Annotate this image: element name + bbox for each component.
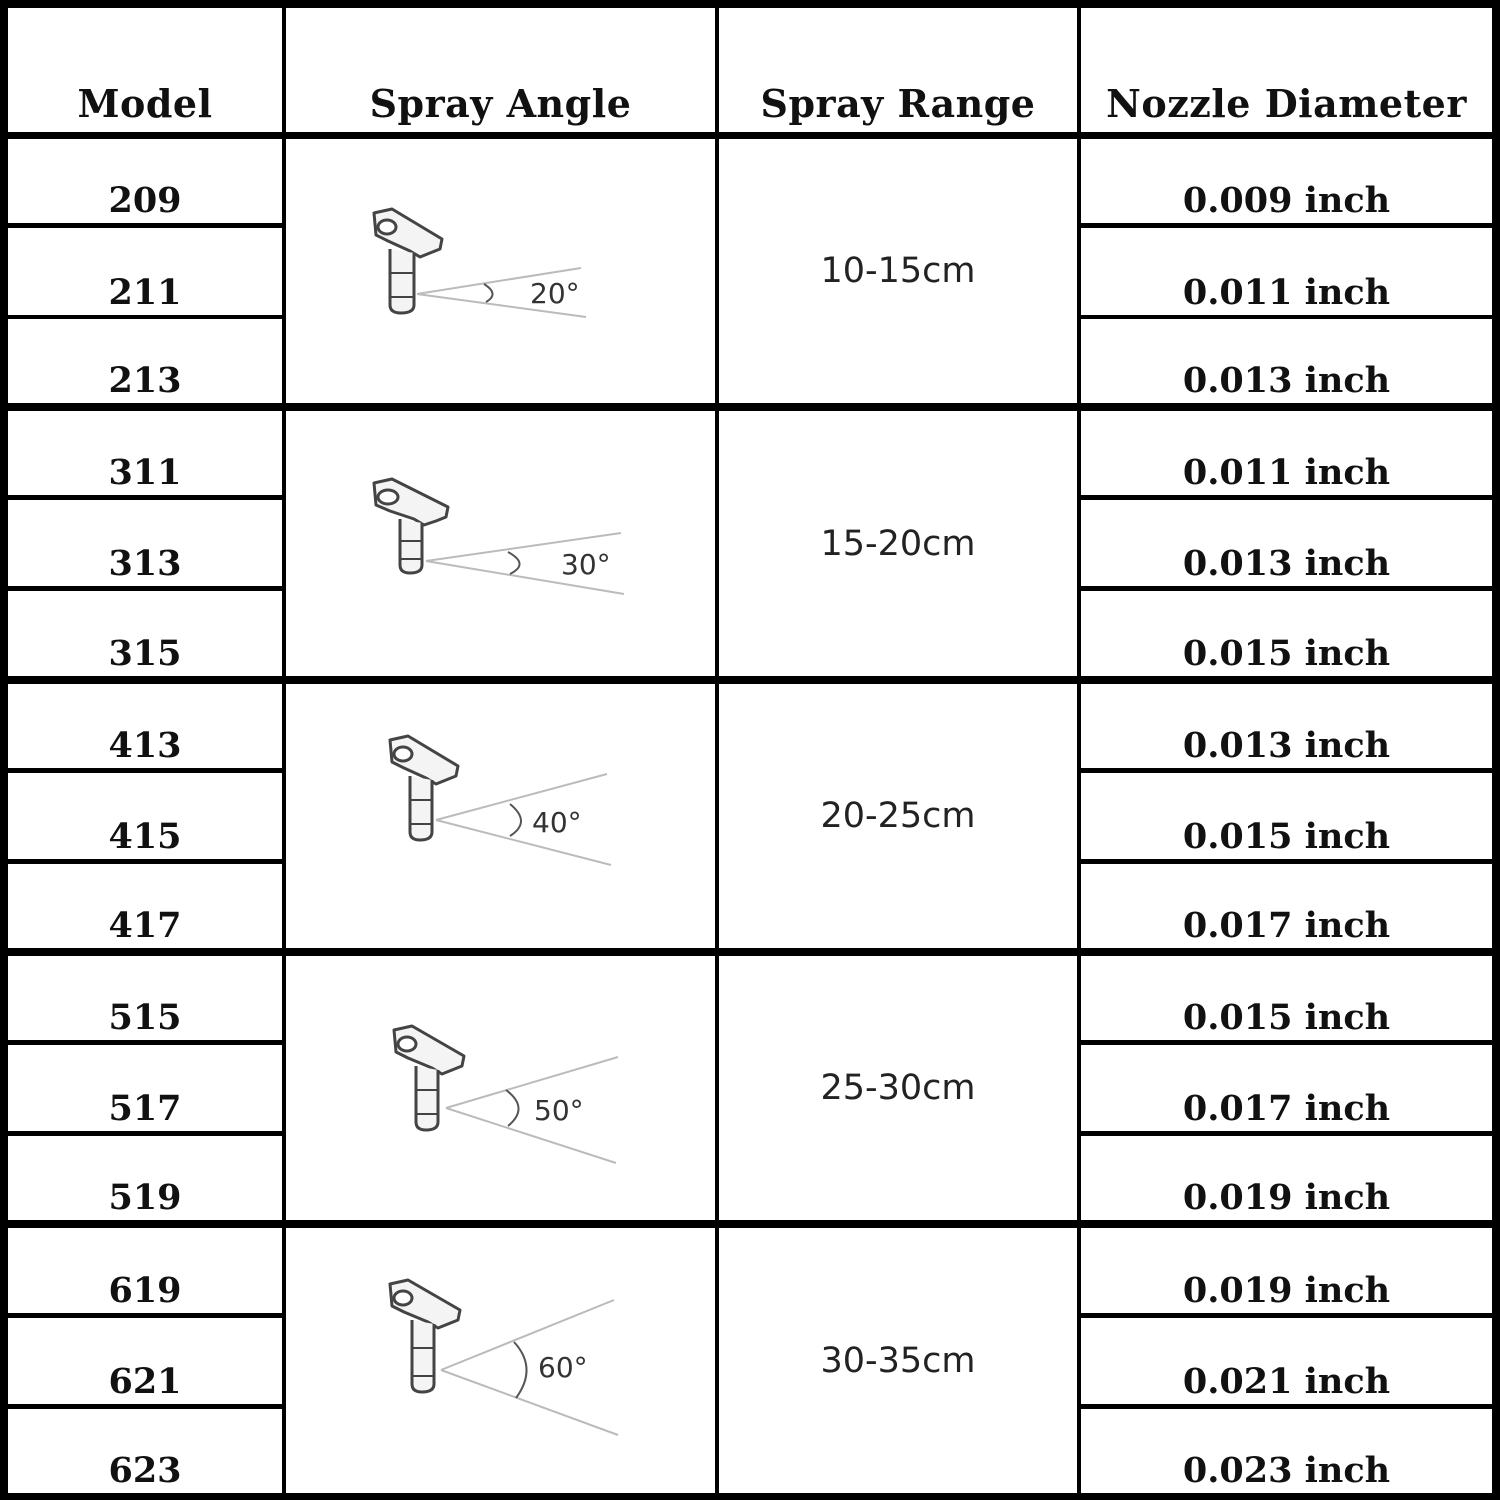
- header-model-text: Model: [77, 81, 213, 126]
- model-number: 311: [108, 452, 182, 493]
- diameter-value: 0.009 inch: [1182, 180, 1391, 221]
- diameter-cell: [1081, 228, 1492, 315]
- model-number: 209: [108, 180, 182, 221]
- model-cell: [8, 684, 282, 768]
- model-number: 211: [108, 272, 182, 313]
- spray-angle-label: 40°: [532, 806, 582, 839]
- diameter-value: 0.017 inch: [1182, 1088, 1391, 1129]
- model-number: 619: [108, 1270, 182, 1311]
- spray-angle-arc: [514, 1342, 527, 1398]
- spray-range-cell: [719, 1228, 1077, 1493]
- spray-tip-icon: [394, 1026, 464, 1130]
- diameter-value: 0.015 inch: [1182, 633, 1391, 674]
- model-cell: [8, 1045, 282, 1131]
- spray-angle-cell: [286, 1228, 715, 1493]
- model-cell: [8, 411, 282, 495]
- diameter-cell: [1081, 956, 1492, 1040]
- spray-ray-lower: [446, 1108, 616, 1163]
- model-number: 621: [108, 1361, 182, 1402]
- diameter-cell: [1081, 1228, 1492, 1313]
- header-spray-angle-text: Spray Angle: [369, 81, 632, 126]
- model-cell: [8, 319, 282, 403]
- spray-angle-cell: [286, 956, 715, 1220]
- spray-angle-cell: [286, 411, 715, 676]
- spray-angle-label: 60°: [538, 1351, 588, 1384]
- model-number: 417: [108, 905, 182, 946]
- spray-angle-label: 20°: [530, 277, 580, 310]
- diameter-cell: [1081, 139, 1492, 223]
- diameter-cell: [1081, 864, 1492, 948]
- spray-range-cell: [719, 411, 1077, 676]
- model-number: 519: [108, 1177, 182, 1218]
- spray-tip-icon: [390, 736, 458, 840]
- spray-ray-upper: [446, 1057, 618, 1108]
- header-nozzle-diameter-text: Nozzle Diameter: [1106, 81, 1467, 126]
- spray-angle-arc: [510, 804, 521, 836]
- model-number: 517: [108, 1088, 182, 1129]
- diameter-cell: [1081, 684, 1492, 768]
- model-cell: [8, 773, 282, 859]
- diameter-cell: [1081, 591, 1492, 676]
- spray-angle-arc: [484, 284, 493, 302]
- spray-angle-label: 30°: [561, 548, 611, 581]
- spray-range-value: 20-25cm: [820, 796, 976, 836]
- spray-range-cell: [719, 684, 1077, 948]
- header-spray-range: [719, 8, 1077, 132]
- diameter-cell: [1081, 411, 1492, 495]
- model-cell: [8, 139, 282, 223]
- model-cell: [8, 500, 282, 586]
- spray-range-cell: [719, 956, 1077, 1220]
- model-cell: [8, 1318, 282, 1404]
- diameter-cell: [1081, 1409, 1492, 1493]
- diameter-value: 0.023 inch: [1182, 1450, 1391, 1491]
- diameter-value: 0.019 inch: [1182, 1177, 1391, 1218]
- spray-range-value: 15-20cm: [820, 523, 976, 564]
- header-spray-range-text: Spray Range: [760, 81, 1036, 126]
- diameter-value: 0.015 inch: [1182, 997, 1391, 1038]
- model-cell: [8, 228, 282, 315]
- spray-tip-diagram: [286, 139, 715, 403]
- spray-tip-diagram: [286, 1228, 715, 1493]
- model-cell: [8, 1228, 282, 1313]
- spray-angle-cell: [286, 684, 715, 948]
- spray-range-cell: [719, 139, 1077, 403]
- diameter-value: 0.015 inch: [1182, 816, 1391, 857]
- model-cell: [8, 591, 282, 676]
- diameter-value: 0.013 inch: [1182, 725, 1391, 766]
- spray-angle-label: 50°: [534, 1094, 584, 1127]
- diameter-cell: [1081, 773, 1492, 859]
- diameter-cell: [1081, 319, 1492, 403]
- spray-tip-icon: [390, 1280, 460, 1392]
- diameter-value: 0.013 inch: [1182, 360, 1391, 401]
- spray-tip-icon: [374, 209, 442, 313]
- header-model: [8, 8, 282, 132]
- spray-range-value: 10-15cm: [820, 251, 976, 291]
- model-cell: [8, 956, 282, 1040]
- diameter-cell: [1081, 1136, 1492, 1220]
- model-cell: [8, 1409, 282, 1493]
- diameter-value: 0.011 inch: [1182, 452, 1391, 493]
- spray-angle-cell: [286, 139, 715, 403]
- model-number: 415: [108, 816, 182, 857]
- diameter-cell: [1081, 500, 1492, 586]
- spray-range-value: 25-30cm: [820, 1068, 976, 1108]
- spray-ray-lower: [436, 820, 611, 865]
- model-number: 623: [108, 1450, 182, 1491]
- header-nozzle-diameter: [1081, 8, 1492, 132]
- diameter-value: 0.011 inch: [1182, 272, 1391, 313]
- spray-range-value: 30-35cm: [820, 1340, 976, 1381]
- diameter-value: 0.019 inch: [1182, 1270, 1391, 1311]
- model-cell: [8, 1136, 282, 1220]
- diameter-value: 0.013 inch: [1182, 543, 1391, 584]
- spray-tip-diagram: [286, 684, 715, 948]
- diameter-value: 0.021 inch: [1182, 1361, 1391, 1402]
- model-number: 515: [108, 997, 182, 1038]
- spray-angle-arc: [508, 552, 520, 574]
- spray-ray-upper: [441, 1300, 614, 1370]
- model-number: 213: [108, 360, 182, 401]
- model-number: 313: [108, 543, 182, 584]
- model-number: 315: [108, 633, 182, 674]
- spray-angle-arc: [506, 1090, 519, 1126]
- diameter-cell: [1081, 1045, 1492, 1131]
- model-number: 413: [108, 725, 182, 766]
- spray-ray-lower: [441, 1370, 618, 1435]
- spray-tip-diagram: [286, 411, 715, 676]
- model-cell: [8, 864, 282, 948]
- diameter-cell: [1081, 1318, 1492, 1404]
- spray-tip-diagram: [286, 956, 715, 1220]
- header-spray-angle: [286, 8, 715, 132]
- diameter-value: 0.017 inch: [1182, 905, 1391, 946]
